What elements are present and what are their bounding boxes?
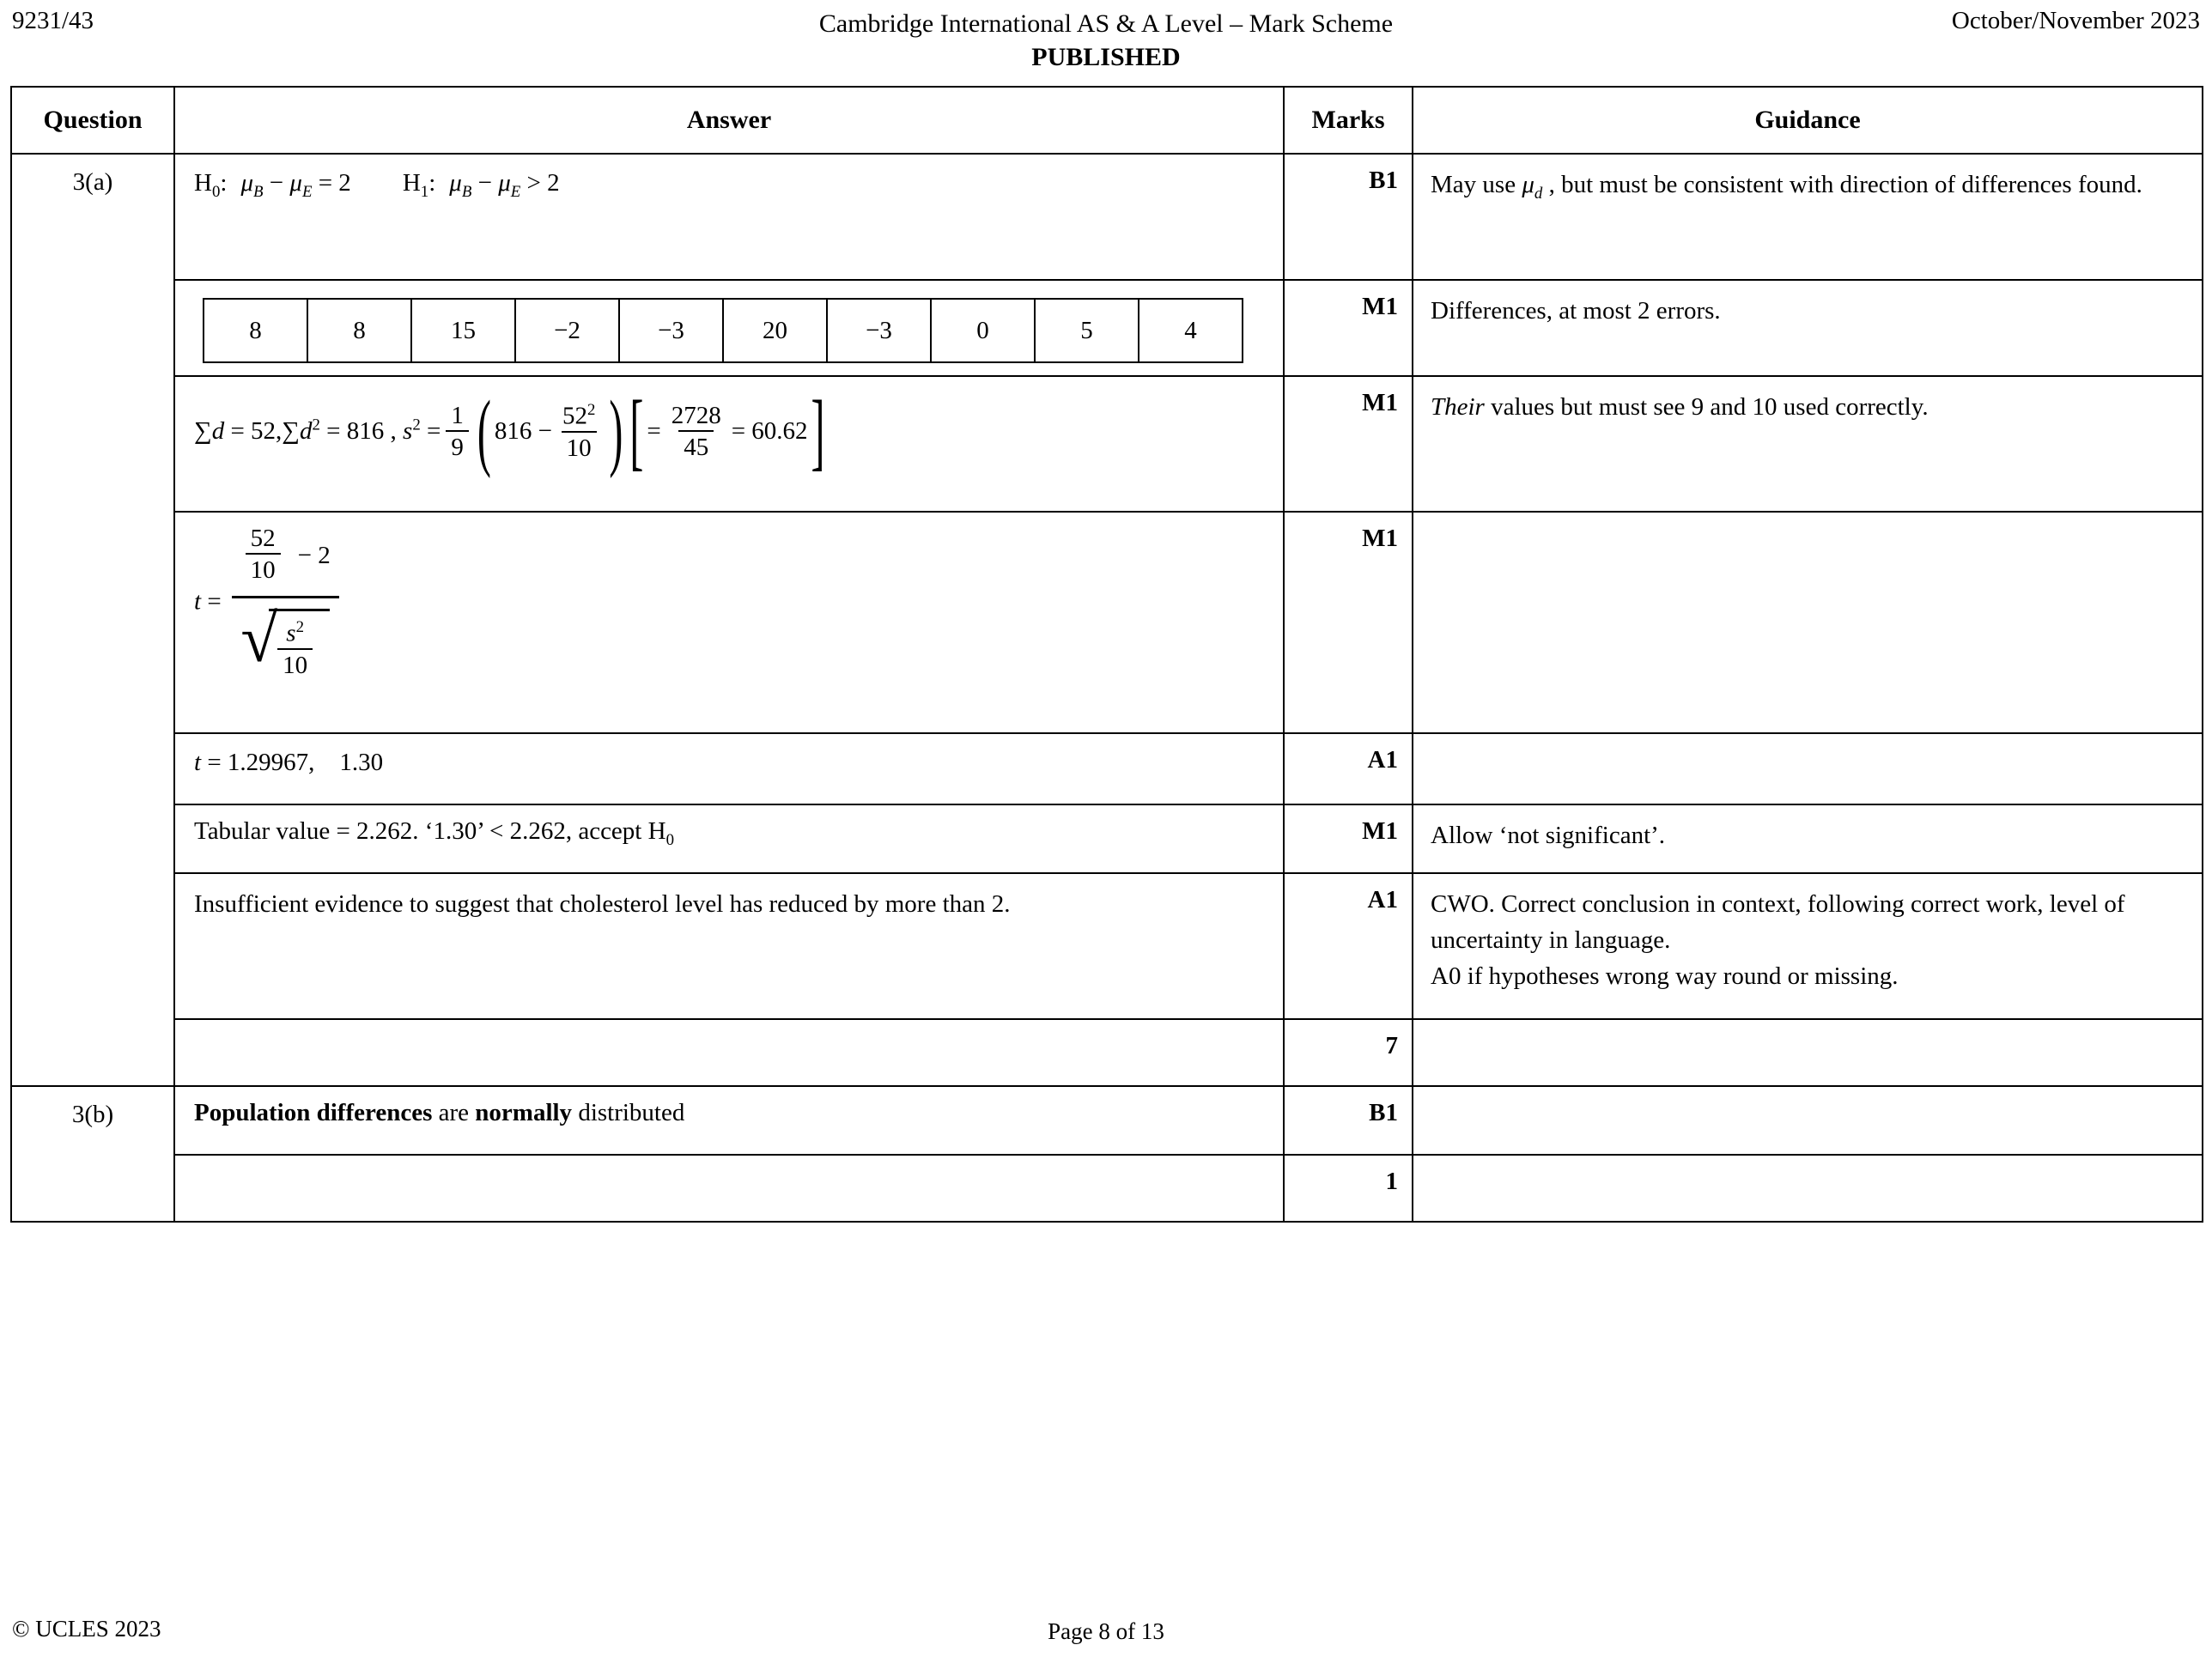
denominator: 45 [678,430,714,464]
left-bracket: [ [629,384,644,480]
population-statement [194,1099,1267,1127]
guidance-cell-7 [1413,873,2203,1019]
difference-value-cell: 8 [307,299,411,362]
var-s: s [286,619,296,647]
document-title-block [381,7,1831,74]
marks-cell-a1: A1 [1284,733,1413,804]
page-footer [12,1616,2200,1645]
guidance-text [1431,389,2186,425]
guidance-text: Differences, at most 2 errors. [1431,297,1721,325]
subscript: E [510,182,521,201]
answer-cell-empty [174,1019,1284,1086]
difference-value-cell: −3 [827,299,931,362]
left-paren: ( [477,384,491,480]
text-segment: distributed [572,1099,685,1126]
math-token: = [426,417,441,445]
guidance-cell-empty [1413,1019,2203,1086]
page-header [12,7,2200,74]
h1-expression [449,169,560,201]
sigma-symbol: ∑ [282,417,300,445]
guidance-text [1431,167,2186,205]
column-header-answer: Answer [174,87,1284,154]
hypothesis-alternative [402,169,560,201]
var-t: t [194,587,202,616]
marks-cell-b1: B1 [1284,1086,1413,1155]
published-label: PUBLISHED [1031,43,1181,71]
row-3b-total [11,1155,2203,1222]
fraction-1-9 [446,402,469,464]
outer-numerator [232,525,339,596]
h0-expression [240,169,351,201]
hypothesis-null [194,169,351,201]
right-bracket: ] [811,384,825,480]
marks-cell-m1: M1 [1284,280,1413,376]
text-segment: values but must see 9 and 10 used correctly. [1484,393,1929,421]
differences-table [203,298,1243,363]
marks-cell-b1: B1 [1284,154,1413,280]
differences-row [204,299,1243,362]
fraction-52sq-10 [557,401,600,465]
superscript: 2 [412,416,421,434]
math-token: 816 − [494,417,552,445]
hypotheses-formula [194,167,1267,203]
var-d: d [211,417,225,445]
text-segment: Tabular value = 2.262. ‘1.30’ < 2.262, accept H [194,817,666,845]
superscript: 2 [312,416,320,434]
difference-value-cell: −3 [619,299,723,362]
answer-cell-t-value [174,733,1284,804]
mark-scheme-table [10,86,2203,1223]
superscript: 2 [586,401,596,419]
question-number-3a: 3(a) [11,154,174,1086]
column-header-guidance: Guidance [1413,87,2203,154]
radicand [269,609,330,683]
fraction-s2-10 [277,618,313,683]
answer-cell-tabular [174,804,1284,873]
difference-value-cell: 15 [411,299,515,362]
math-token: = [207,587,222,616]
tabular-comparison [194,817,1267,850]
bold-segment: normally [475,1099,573,1126]
row-3a-variance [11,376,2203,512]
var-t: t [194,749,202,776]
math-token: = [647,417,661,445]
difference-value-cell: 5 [1035,299,1139,362]
row-3a-hypotheses [11,154,2203,280]
row-3a-total [11,1019,2203,1086]
row-3a-differences [11,280,2203,376]
text-segment: are [432,1099,476,1126]
row-3a-conclusion [11,873,2203,1019]
guidance-cell-4 [1413,512,2203,733]
mu-symbol: μ [289,169,302,197]
answer-cell-conclusion [174,873,1284,1019]
denominator: 9 [446,430,469,464]
math-token: = 2 [318,169,351,197]
page-number: Page 8 of 13 [1048,1618,1164,1644]
answer-cell-3b [174,1086,1284,1155]
mu-symbol: μ [449,169,462,197]
var-d: d [299,417,313,445]
guidance-cell-empty [1413,1086,2203,1155]
answer-cell-t-formula [174,512,1284,733]
row-3b-answer [11,1086,2203,1155]
numerator [281,618,309,648]
outer-denominator [232,596,339,683]
math-token: = 816 , [326,417,397,445]
math-token: = 1.29967, 1.30 [207,749,384,776]
subscript: E [301,182,313,201]
document-title: Cambridge International AS & A Level – Mark Scheme [818,9,1394,38]
math-token: > 2 [526,169,560,197]
mu-symbol: μ [240,169,253,197]
guidance-cell-empty [1413,1155,2203,1222]
mu-symbol: μ [498,169,511,197]
subscript: 0 [665,830,674,849]
math-token: H [194,169,212,197]
numerator: 52 [250,525,276,552]
subscript: 1 [420,182,429,201]
exam-session: October/November 2023 [1951,7,2200,34]
math-token: − 2 [297,541,331,569]
paper-code: 9231/43 [12,7,94,34]
difference-value-cell: 20 [723,299,827,362]
fraction-2728-45 [666,402,726,464]
denominator: 10 [246,553,281,587]
sigma-symbol: ∑ [194,417,212,445]
total-marks-3a: 7 [1284,1019,1413,1086]
radical-sign: √ [240,601,278,677]
answer-cell-empty [174,1155,1284,1222]
math-token: − [269,169,284,197]
denominator: 10 [277,648,313,683]
numerator: 1 [451,401,464,429]
guidance-line-2: A0 if hypotheses wrong way round or missing. [1431,962,1899,991]
text-segment: May use [1431,171,1516,198]
numerator [557,401,600,431]
guidance-cell-6 [1413,804,2203,873]
marks-cell-m1: M1 [1284,512,1413,733]
square-root [240,601,330,683]
answer-cell-differences [174,280,1284,376]
subscript: d [1534,184,1543,203]
difference-value-cell: 0 [931,299,1035,362]
math-token: H [402,169,421,197]
answer-cell-variance [174,376,1284,512]
subscript: B [253,182,264,201]
t-value [194,746,1267,780]
answer-cell-hypotheses [174,154,1284,280]
math-token: : [428,169,436,197]
math-token: : [220,169,228,197]
italic-their: Their [1431,393,1485,421]
difference-value-cell: 4 [1139,299,1243,362]
column-header-marks: Marks [1284,87,1413,154]
marks-cell-a1: A1 [1284,873,1413,1019]
t-statistic-formula [194,525,1267,683]
marks-cell-m1: M1 [1284,804,1413,873]
question-number-3b: 3(b) [11,1086,174,1222]
math-token: = 52, [230,417,283,445]
variance-formula [194,384,1267,480]
table-header-row [11,87,2203,154]
subscript: 0 [211,182,221,201]
fraction-52-10 [246,525,281,587]
total-marks-3b: 1 [1284,1155,1413,1222]
difference-value-cell: −2 [515,299,619,362]
marks-cell-m1: M1 [1284,376,1413,512]
var-s: s [403,417,413,445]
difference-value-cell: 8 [204,299,307,362]
copyright-notice: © UCLES 2023 [12,1616,161,1642]
row-3a-t-value [11,733,2203,804]
right-paren: ) [609,384,623,480]
guidance-cell-2 [1413,280,2203,376]
guidance-cell-5 [1413,733,2203,804]
conclusion-text: Insufficient evidence to suggest that cholesterol level has reduced by more than 2. [194,890,1011,918]
denominator: 10 [562,431,597,465]
text-segment: , but must be consistent with direction of differences found. [1542,171,2142,198]
guidance-line-1: CWO. Correct conclusion in context, following correct work, level of uncertainty in language. [1431,890,2125,955]
guidance-text: Allow ‘not significant’. [1431,822,1666,849]
superscript: 2 [295,618,304,637]
math-token: − [477,169,492,197]
math-token: 52 [562,402,587,430]
guidance-cell-1 [1413,154,2203,280]
math-token: = 60.62 [731,417,808,445]
column-header-question: Question [11,87,174,154]
row-3a-t-formula [11,512,2203,733]
mu-symbol: μ [1522,171,1534,198]
guidance-cell-3 [1413,376,2203,512]
row-3a-tabular [11,804,2203,873]
outer-fraction [232,525,339,683]
subscript: B [461,182,472,201]
bold-segment: Population differences [194,1099,433,1126]
numerator: 2728 [671,401,721,429]
